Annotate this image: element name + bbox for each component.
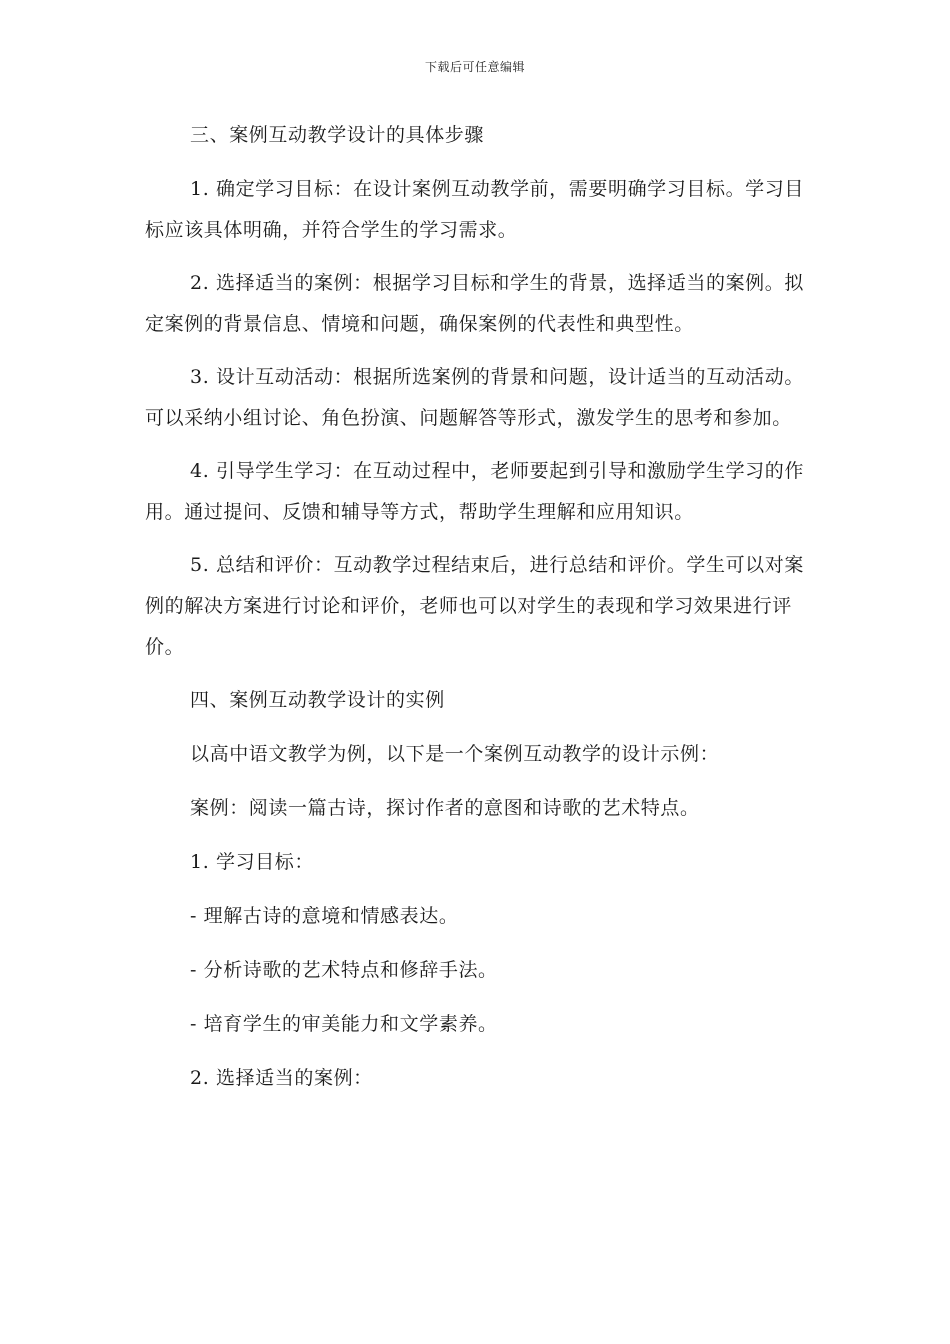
select-case-heading: 2. 选择适当的案例： bbox=[190, 1067, 373, 1089]
case-paragraph: 案例：阅读一篇古诗，探讨作者的意图和诗歌的艺术特点。 bbox=[190, 797, 700, 819]
goal-item-1: - 理解古诗的意境和情感表达。 bbox=[190, 905, 459, 927]
example-intro-paragraph: 以高中语文教学为例，以下是一个案例互动教学的设计示例： bbox=[190, 743, 720, 765]
step-5-paragraph: 5. 总结和评价：互动教学过程结束后，进行总结和评价。学生可以对案例的解决方案进行讨论和评价，老师也可以对学生的表现和学习效果进行评价。 bbox=[145, 554, 804, 658]
page-header: 下载后可任意编辑 bbox=[424, 60, 525, 74]
section-heading-3: 三、案例互动教学设计的具体步骤 bbox=[190, 124, 485, 146]
section-heading-4: 四、案例互动教学设计的实例 bbox=[190, 689, 445, 711]
learning-goals-heading: 1. 学习目标： bbox=[190, 851, 314, 873]
step-2-paragraph: 2. 选择适当的案例：根据学习目标和学生的背景，选择适当的案例。拟定案例的背景信息、情境和问题，确保案例的代表性和典型性。 bbox=[145, 272, 804, 335]
step-1-paragraph: 1. 确定学习目标：在设计案例互动教学前，需要明确学习目标。学习目标应该具体明确，并符合学生的学习需求。 bbox=[145, 178, 804, 241]
step-3-paragraph: 3. 设计互动活动：根据所选案例的背景和问题，设计适当的互动活动。可以采纳小组讨论、角色扮演、问题解答等形式，激发学生的思考和参加。 bbox=[145, 366, 804, 429]
goal-item-2: - 分析诗歌的艺术特点和修辞手法。 bbox=[190, 959, 498, 981]
step-4-paragraph: 4. 引导学生学习：在互动过程中，老师要起到引导和激励学生学习的作用。通过提问、反馈和辅导等方式，帮助学生理解和应用知识。 bbox=[145, 460, 804, 523]
document-body bbox=[145, 115, 810, 1112]
goal-item-3: - 培育学生的审美能力和文学素养。 bbox=[190, 1013, 498, 1035]
